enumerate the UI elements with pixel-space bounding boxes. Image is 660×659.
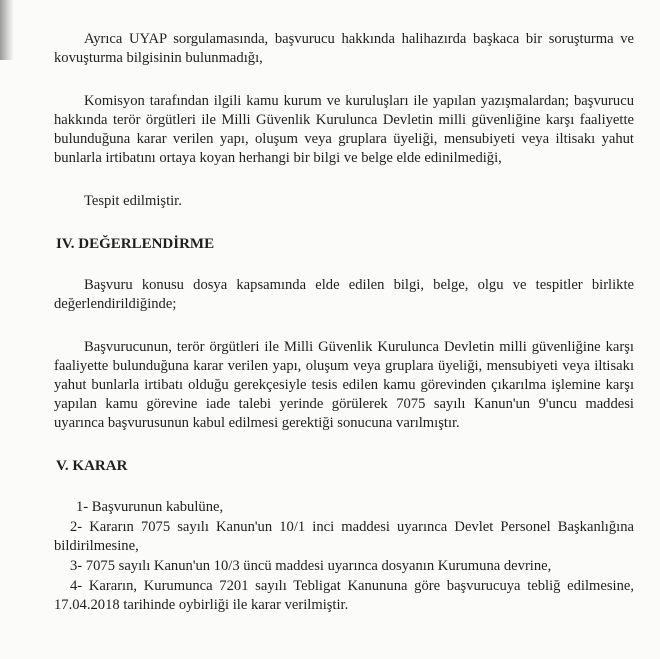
document-page [54,30,634,616]
section-heading-decision: V. KARAR [56,458,128,474]
decision-item: 2- Kararın 7075 sayılı Kanun'un 10/1 inci maddesi uyarınca Devlet Personel Başkanlığına bildirilmesine, [54,519,634,554]
paragraph-uyap: Ayrıca UYAP sorgulamasında, başvurucu hakkında halihazırda başkaca bir soruşturma ve kovuşturma bilgisinin bulunmadığı, [54,31,634,66]
decision-item: 4- Kararın, Kurumunca 7201 sayılı Tebligat Kanununa göre başvurucuya tebliğ edilmesine, 17.04.2018 tarihinde oybirliği ile karar verilmiştir. [54,578,634,613]
decision-item: 3- 7075 sayılı Kanun'un 10/3 üncü maddesi uyarınca dosyanın Kurumuna devrine, [70,558,552,574]
paragraph-evaluation-intro: Başvuru konusu dosya kapsamında elde edilen bilgi, belge, olgu ve tespitler birlikte değerlendirildiğinde; [54,277,634,312]
decision-item: 1- Başvurunun kabulüne, [76,499,224,515]
scan-edge-shadow [0,0,14,60]
decision-list [54,498,634,615]
paragraph-evaluation-conclusion: Başvurucunun, terör örgütleri ile Milli Güvenlik Kurulunca Devletin milli güvenliğine karşı faaliyette bulunduğuna karar verilen yapı, oluşum veya gruplara üyeliği, mensubiyeti veya iltisakı yahut bunlarla irtibatı olduğu gerekçesiyle tesis edilen kamu görevinden çıkarılma işlemine karşı yapılan kamu görevine iade talebi yerinde görülerek 7075 sayılı Kanun'un 9'uncu maddesi uyarınca başvurusunun kabul edilmesi gerektiği sonucuna varılmıştır. [54,339,634,431]
paragraph-commission: Komisyon tarafından ilgili kamu kurum ve kuruluşları ile yapılan yazışmalardan; başvurucu hakkında terör örgütleri ile Milli Güvenlik Kurulunca Devletin milli güvenliğine karşı faaliyette bulunduğuna karar verilen yapı, oluşum veya gruplara üyeliği, mensubiyeti veya iltisakı yahut bunlarla irtibatını ortaya koyan herhangi bir bilgi ve belge elde edinilmediği, [54,93,634,166]
section-heading-evaluation: IV. DEĞERLENDİRME [56,236,215,252]
paragraph-determined: Tespit edilmiştir. [84,193,182,209]
